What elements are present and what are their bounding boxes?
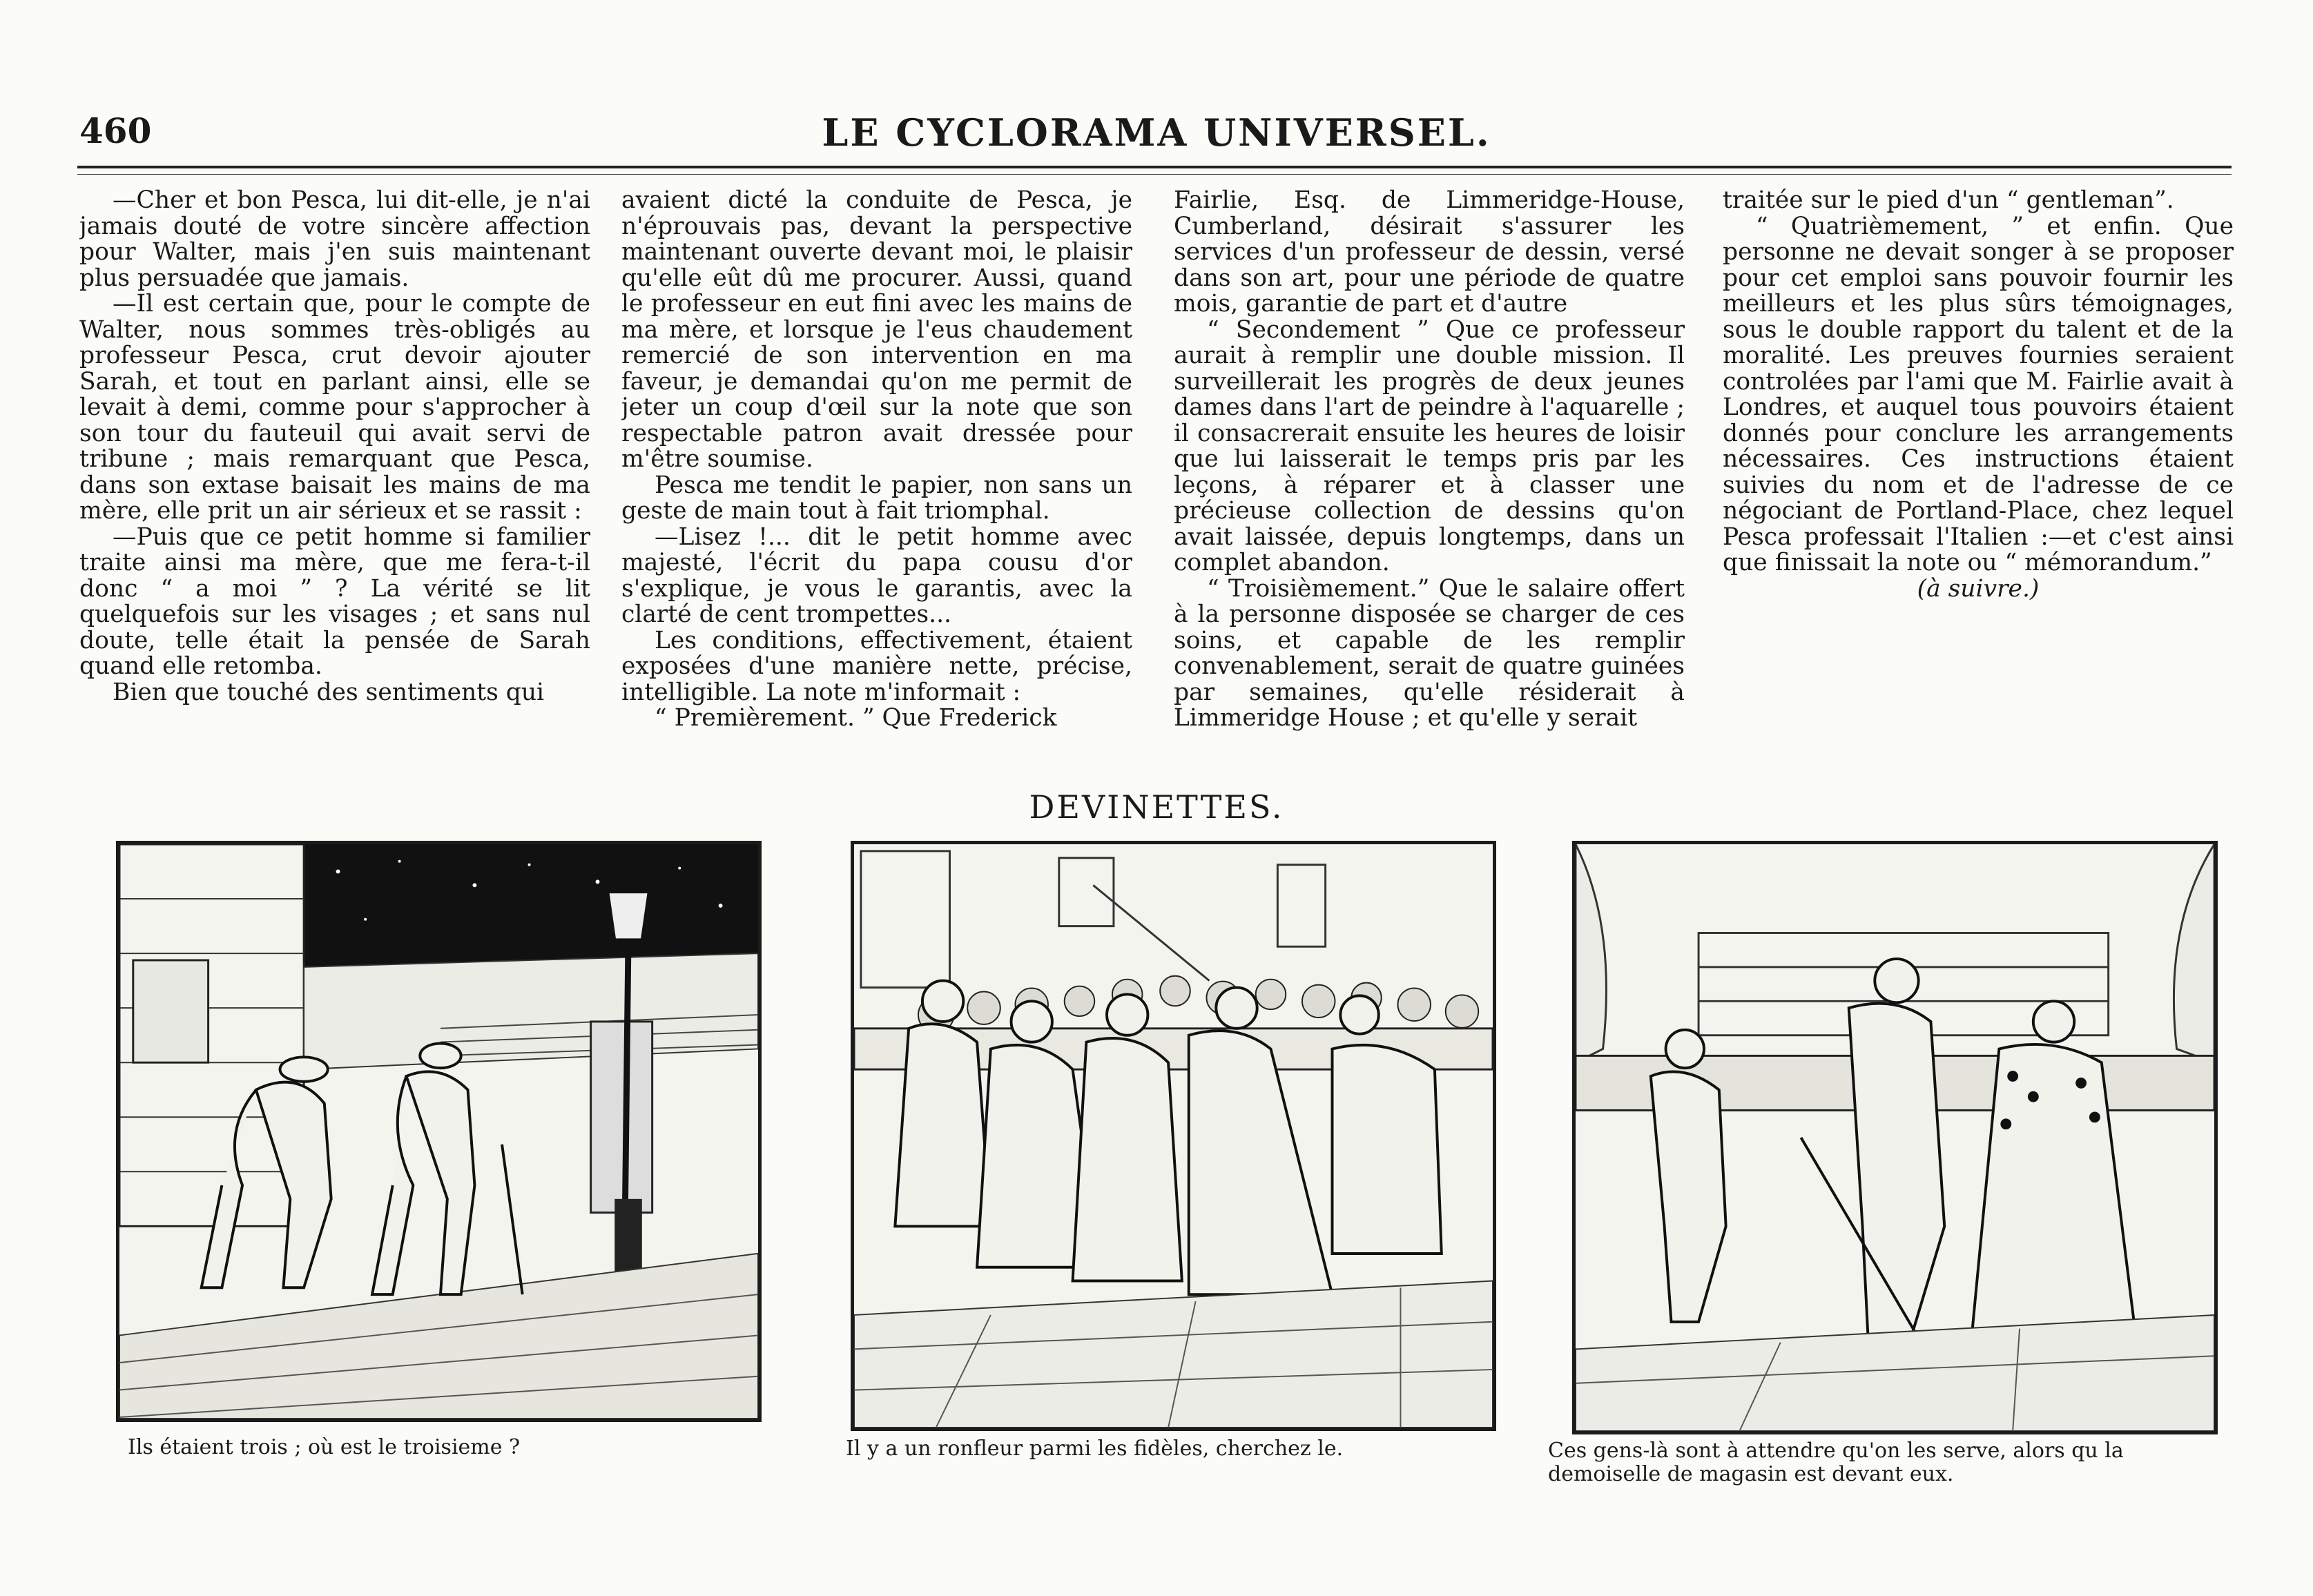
street-scene-drawing (119, 844, 758, 1419)
paragraph: —Il est certain que, pour le compte de Walter, nous sommes très-obligés au professeur Pesca, crut devoir ajouter Sarah, et tout en parlant ainsi, elle se levait à demi, comme pour s'approcher à son tour du fauteuil qui avait servi de tribune ; mais remarquant que Pesca, dans son extase baisait les mains de ma mère, elle prit un air sérieux et se rassit : (79, 290, 590, 525)
paragraph: “ Quatrièmement, ” et enfin. Que personne ne devait songer à se proposer pour cet emploi sans pouvoir fournir les meilleurs et les plus sûrs témoignages, sous le double rapport du talent et de la moralité. Les preuves fournies seraient controlées par l'ami que M. Fairlie avait à Londres, et auquel tous pouvoirs étaient donnés pour conclure les arrangements nécessaires. Ces instructions étaient suivies du nom et de l'adresse de ce négociant de Portland-Place, chez lequel Pesca professait l'Italien :—et c'est ainsi que finissait la note ou “ mémorandum.” (1723, 212, 2234, 576)
paragraph: Les conditions, effectivement, étaient exposées d'une manière nette, précise, intelligible. La note m'informait : (621, 626, 1132, 706)
caption-street-scene: Ils étaient trois ; où est le troisieme ? (128, 1435, 521, 1459)
to-be-continued: (à suivre.) (1917, 574, 2040, 603)
paragraph: “ Secondement ” Que ce professeur aurait à remplir une double mission. Il surveillerait les progrès de deux jeunes dames dans l'art de peindre à l'aquarelle ; il consacrerait ensuite les heures de loisir que lui laisserait le temps pris par les leçons, à réparer et à classer une précieuse collection de dessins qu'on avait laissée, depuis longtemps, dans un complet abandon. (1174, 315, 1685, 576)
shop-scene-drawing (1576, 844, 2214, 1431)
page-title: LE CYCLORAMA UNIVERSEL. (822, 110, 1491, 155)
caption-shop-scene: Ces gens-là sont à attendre qu'on les serve, alors qu la demoiselle de magasin est devant eux. (1548, 1439, 2124, 1486)
church-scene-drawing (854, 844, 1493, 1428)
paragraph: —Cher et bon Pesca, lui dit-elle, je n'ai jamais douté de votre sincère affection pour Walter, mais j'en suis maintenant plus persuadée que jamais. (79, 188, 590, 292)
paragraph: “ Troisièmement.” Que le salaire offert à la personne disposée se charger de ces soins, et capable de les remplir convenablement, serait de quatre guinées par semaines, qu'elle résiderait à Limmeridge House ; et qu'elle y serait (1174, 574, 1685, 732)
text-column-2 (621, 188, 1132, 747)
header-rule-thin (77, 174, 2232, 175)
text-column-3 (1174, 188, 1685, 747)
paragraph: Bien que touché des sentiments qui (113, 678, 545, 706)
caption-church-scene: Il y a un ronfleur parmi les fidèles, cherchez le. (846, 1437, 1344, 1461)
section-title: DEVINETTES. (1029, 788, 1284, 826)
header-rule (77, 166, 2232, 168)
text-column-4 (1723, 188, 2234, 747)
paragraph: —Lisez !... dit le petit homme avec majesté, l'écrit du papa cousu d'or s'explique, je vous le garantis, avec la clarté de cent trompettes... (621, 523, 1132, 628)
page-number: 460 (79, 110, 152, 151)
illustration-church-scene (851, 841, 1496, 1431)
paragraph: Fairlie, Esq. de Limmeridge-House, Cumberland, désirait s'assurer les services d'un professeur de dessin, versé dans son art, pour une période de quatre mois, garantie de part et d'autre (1174, 188, 1685, 318)
paragraph: avaient dicté la conduite de Pesca, je n'éprouvais pas, devant la perspective maintenant ouverte devant moi, le plaisir qu'elle eût dû me procurer. Aussi, quand le professeur en eut fini avec les mains de ma mère, et lorsque je l'eus chaudement remercié de son intervention en ma faveur, je demandai qu'on me permit de jeter un coup d'œil sur la note que son respectable patron avait dressée pour m'être soumise. (621, 188, 1132, 473)
text-column-1 (79, 188, 590, 747)
paragraph: “ Premièrement. ” Que Frederick (655, 704, 1057, 732)
paragraph: traitée sur le pied d'un “ gentleman”. (1723, 188, 2174, 214)
illustration-shop-scene (1572, 841, 2218, 1434)
illustration-street-scene (116, 841, 762, 1422)
paragraph: —Puis que ce petit homme si familier traite ainsi ma mère, que me fera-t-il donc “ a moi ” ? La vérité se lit quelquefois sur les visages ; et sans nul doute, telle était la pensée de Sarah quand elle retomba. (79, 523, 590, 680)
paragraph: Pesca me tendit le papier, non sans un geste de main tout à fait triomphal. (621, 471, 1132, 525)
